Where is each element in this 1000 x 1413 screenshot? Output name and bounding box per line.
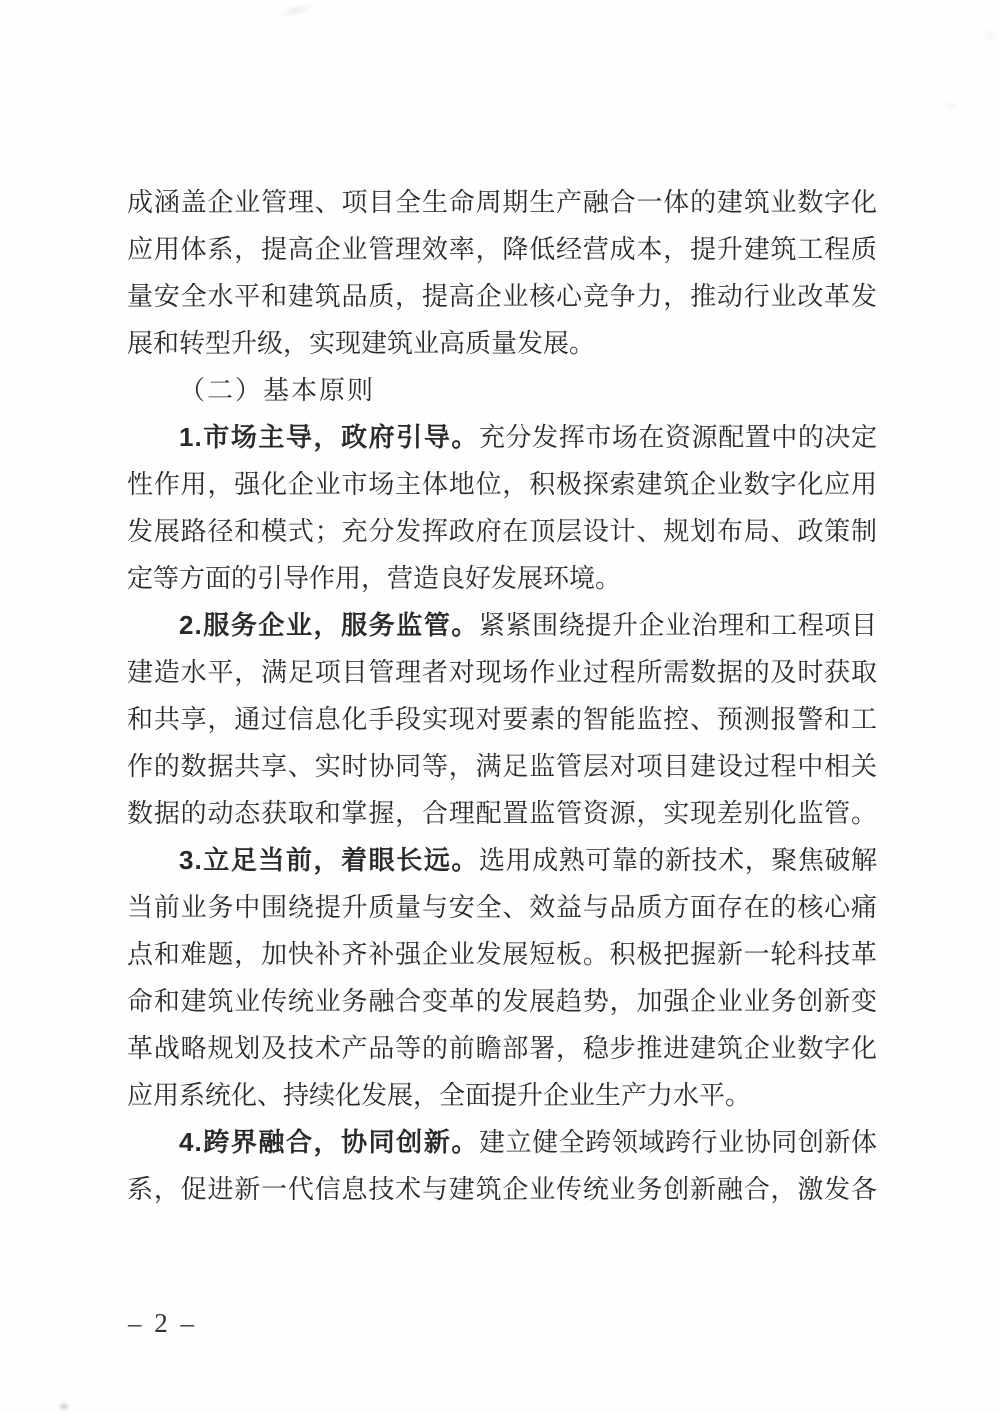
body-line: 命和建筑业传统业务融合变革的发展趋势，加强企业业务创新变 (127, 987, 877, 1016)
body-line: 数据的动态获取和掌握，合理配置监管资源，实现差别化监管。 (127, 799, 877, 828)
page-number: – 2 – (128, 1308, 194, 1338)
body-line: 作的数据共享、实时协同等，满足监管层对项目建设过程中相关 (127, 752, 877, 781)
principle-1-lead-line: 1.市场主导，政府引导。充分发挥市场在资源配置中的决定 (179, 422, 877, 452)
scan-artifact (277, 0, 315, 21)
body-line: 革战略规划及技术产品等的前瞻部署，稳步推进建筑企业数字化 (127, 1034, 877, 1063)
body-line: 成涵盖企业管理、项目全生命周期生产融合一体的建筑业数字化 (127, 188, 877, 217)
body-line: 和共享，通过信息化手段实现对要素的智能监控、预测报警和工 (127, 705, 877, 734)
body-line: 性作用，强化企业市场主体地位，积极探索建筑企业数字化应用 (127, 470, 877, 499)
scan-artifact (944, 100, 958, 112)
body-line: 点和难题，加快补齐补强企业发展短板。积极把握新一轮科技革 (127, 940, 877, 969)
principle-4-title: 4.跨界融合，协同创新。 (179, 1127, 479, 1157)
body-line: 量安全水平和建筑品质，提高企业核心竞争力，推动行业改革发 (127, 282, 877, 311)
body-line: 建造水平，满足项目管理者对现场作业过程所需数据的及时获取 (127, 658, 877, 687)
scan-artifact (982, 28, 998, 42)
principle-3-title: 3.立足当前，着眼长远。 (179, 845, 479, 875)
principle-4-lead-line: 4.跨界融合，协同创新。建立健全跨领域跨行业协同创新体 (179, 1127, 877, 1157)
body-line: 发展路径和模式；充分发挥政府在顶层设计、规划布局、政策制 (127, 517, 877, 546)
document-body (127, 179, 877, 1213)
body-line: 当前业务中围绕提升质量与安全、效益与品质方面存在的核心痛 (127, 893, 877, 922)
principle-2-title: 2.服务企业，服务监管。 (179, 610, 479, 640)
body-line: 展和转型升级，实现建筑业高质量发展。 (127, 329, 596, 358)
body-line: 应用系统化、持续化发展，全面提升企业生产力水平。 (127, 1081, 752, 1110)
scan-artifact (58, 1402, 70, 1411)
principle-3-lead-line: 3.立足当前，着眼长远。选用成熟可靠的新技术，聚焦破解 (179, 845, 877, 875)
section-heading-basic-principles: （二）基本原则 (179, 376, 376, 405)
body-line: 系，促进新一代信息技术与建筑企业传统业务创新融合，激发各 (127, 1175, 877, 1204)
body-line: 定等方面的引导作用，营造良好发展环境。 (127, 564, 622, 593)
principle-1-title: 1.市场主导，政府引导。 (179, 422, 479, 452)
principle-2-lead-line: 2.服务企业，服务监管。紧紧围绕提升企业治理和工程项目 (179, 610, 877, 640)
body-line: 应用体系，提高企业管理效率，降低经营成本，提升建筑工程质 (127, 235, 877, 264)
